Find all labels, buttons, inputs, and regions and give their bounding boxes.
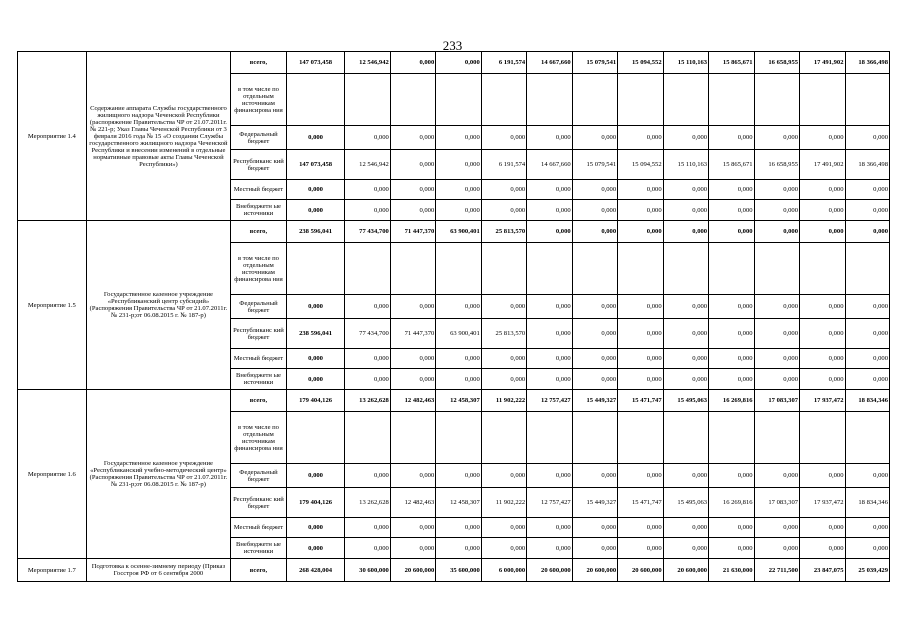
amount-total: 238 596,041 bbox=[286, 221, 345, 243]
year-value: 63 900,401 bbox=[436, 319, 481, 349]
source-label: Внебюджетн ые источники bbox=[231, 538, 287, 559]
year-value: 0,000 bbox=[754, 221, 799, 243]
year-value: 0,000 bbox=[845, 126, 890, 150]
year-value: 0,000 bbox=[481, 538, 526, 559]
year-value: 15 449,327 bbox=[572, 488, 617, 518]
year-value: 0,000 bbox=[481, 464, 526, 488]
source-label: Местный бюджет bbox=[231, 349, 287, 369]
source-label: Федеральный бюджет bbox=[231, 295, 287, 319]
year-value: 0,000 bbox=[572, 349, 617, 369]
budget-table bbox=[17, 51, 890, 582]
year-value: 15 079,541 bbox=[572, 52, 617, 74]
empty-cell bbox=[527, 243, 572, 295]
year-value: 0,000 bbox=[754, 200, 799, 221]
year-value: 0,000 bbox=[663, 180, 708, 200]
year-value: 0,000 bbox=[481, 349, 526, 369]
amount-total: 0,000 bbox=[286, 464, 345, 488]
year-value: 17 491,902 bbox=[800, 52, 845, 74]
year-value: 0,000 bbox=[663, 221, 708, 243]
year-value: 12 458,307 bbox=[436, 390, 481, 412]
year-value: 0,000 bbox=[481, 295, 526, 319]
event-description: Содержание аппарата Службы государственного жилищного надзора Чеченской Республики (распоряжение Правительства ЧР от 21.07.2011г. № 221-р; Указ Главы Чеченской Республики от 3 февраля 2016 года № 15 «О создании Службы государственного жилищного надзора Чеченской Республики и внесении изменений в отдельные нормативные правовые акты Главы Чеченской Республики») bbox=[86, 52, 230, 221]
source-label: всего, bbox=[231, 52, 287, 74]
year-value: 0,000 bbox=[527, 538, 572, 559]
year-value: 15 094,552 bbox=[618, 150, 663, 180]
amount-total: 0,000 bbox=[286, 518, 345, 538]
year-value: 0,000 bbox=[709, 349, 754, 369]
year-value: 0,000 bbox=[618, 538, 663, 559]
year-value: 0,000 bbox=[527, 464, 572, 488]
year-value: 0,000 bbox=[527, 126, 572, 150]
amount-total: 238 596,041 bbox=[286, 319, 345, 349]
year-value: 17 491,902 bbox=[800, 150, 845, 180]
year-value: 0,000 bbox=[527, 200, 572, 221]
empty-cell bbox=[390, 74, 435, 126]
year-value: 0,000 bbox=[345, 464, 390, 488]
year-value: 0,000 bbox=[618, 200, 663, 221]
source-label: всего, bbox=[231, 221, 287, 243]
year-value: 17 083,307 bbox=[754, 488, 799, 518]
year-value: 16 269,816 bbox=[709, 390, 754, 412]
year-value: 0,000 bbox=[663, 349, 708, 369]
year-value: 0,000 bbox=[800, 180, 845, 200]
year-value: 25 813,570 bbox=[481, 319, 526, 349]
year-value: 13 262,628 bbox=[345, 390, 390, 412]
year-value: 20 600,000 bbox=[618, 559, 663, 582]
year-value: 0,000 bbox=[390, 349, 435, 369]
year-value: 71 447,370 bbox=[390, 319, 435, 349]
empty-cell bbox=[709, 412, 754, 464]
year-value: 0,000 bbox=[709, 221, 754, 243]
year-value: 0,000 bbox=[845, 518, 890, 538]
year-value: 25 813,570 bbox=[481, 221, 526, 243]
empty-cell bbox=[481, 412, 526, 464]
year-value: 0,000 bbox=[481, 369, 526, 390]
empty-cell bbox=[618, 412, 663, 464]
year-value: 6 191,574 bbox=[481, 150, 526, 180]
empty-cell bbox=[345, 243, 390, 295]
year-value: 20 600,000 bbox=[390, 559, 435, 582]
year-value: 0,000 bbox=[527, 319, 572, 349]
year-value: 0,000 bbox=[663, 464, 708, 488]
total-row bbox=[18, 221, 890, 243]
year-value: 13 262,628 bbox=[345, 488, 390, 518]
year-value: 0,000 bbox=[390, 518, 435, 538]
year-value: 0,000 bbox=[618, 295, 663, 319]
year-value: 0,000 bbox=[845, 538, 890, 559]
year-value: 0,000 bbox=[754, 349, 799, 369]
amount-total: 0,000 bbox=[286, 180, 345, 200]
page-number: 233 bbox=[442, 38, 463, 53]
year-value: 0,000 bbox=[481, 180, 526, 200]
year-value: 0,000 bbox=[800, 349, 845, 369]
year-value: 0,000 bbox=[800, 221, 845, 243]
year-value: 0,000 bbox=[481, 126, 526, 150]
year-value: 0,000 bbox=[618, 518, 663, 538]
year-value: 0,000 bbox=[709, 295, 754, 319]
year-value: 0,000 bbox=[709, 464, 754, 488]
amount-total: 268 428,004 bbox=[286, 559, 345, 582]
empty-cell bbox=[390, 412, 435, 464]
amount-total: 0,000 bbox=[286, 295, 345, 319]
year-value: 0,000 bbox=[527, 295, 572, 319]
year-value: 0,000 bbox=[618, 221, 663, 243]
source-label: в том числе по отдельным источникам финансирова ния bbox=[231, 412, 287, 464]
year-value: 0,000 bbox=[618, 349, 663, 369]
year-value: 14 667,660 bbox=[527, 150, 572, 180]
source-label: Местный бюджет bbox=[231, 180, 287, 200]
year-value: 0,000 bbox=[618, 126, 663, 150]
year-value: 15 495,063 bbox=[663, 390, 708, 412]
year-value: 0,000 bbox=[845, 221, 890, 243]
year-value: 0,000 bbox=[572, 221, 617, 243]
empty-cell bbox=[800, 412, 845, 464]
year-value: 0,000 bbox=[390, 52, 435, 74]
year-value: 0,000 bbox=[845, 180, 890, 200]
year-value: 0,000 bbox=[527, 221, 572, 243]
year-value: 17 083,307 bbox=[754, 390, 799, 412]
year-value: 11 902,222 bbox=[481, 488, 526, 518]
year-value: 35 600,000 bbox=[436, 559, 481, 582]
year-value: 0,000 bbox=[572, 518, 617, 538]
amount-total: 179 404,126 bbox=[286, 488, 345, 518]
year-value: 0,000 bbox=[345, 349, 390, 369]
year-value: 0,000 bbox=[800, 369, 845, 390]
amount-total: 147 073,458 bbox=[286, 52, 345, 74]
event-description: Подготовка к осенне-зимнему периоду (Приказ Госстроя РФ от 6 сентября 2000 bbox=[86, 559, 230, 582]
year-value: 12 546,942 bbox=[345, 150, 390, 180]
year-value: 0,000 bbox=[572, 319, 617, 349]
year-value: 0,000 bbox=[436, 538, 481, 559]
year-value: 0,000 bbox=[709, 319, 754, 349]
year-value: 16 269,816 bbox=[709, 488, 754, 518]
year-value: 0,000 bbox=[436, 464, 481, 488]
empty-cell bbox=[527, 412, 572, 464]
year-value: 0,000 bbox=[800, 319, 845, 349]
year-value: 21 630,000 bbox=[709, 559, 754, 582]
year-value: 0,000 bbox=[572, 180, 617, 200]
year-value: 0,000 bbox=[709, 126, 754, 150]
year-value: 0,000 bbox=[845, 369, 890, 390]
year-value: 0,000 bbox=[618, 464, 663, 488]
empty-cell bbox=[286, 412, 345, 464]
year-value: 0,000 bbox=[390, 464, 435, 488]
year-value: 0,000 bbox=[709, 369, 754, 390]
year-value: 0,000 bbox=[572, 538, 617, 559]
year-value: 0,000 bbox=[845, 319, 890, 349]
empty-cell bbox=[618, 243, 663, 295]
year-value: 12 458,307 bbox=[436, 488, 481, 518]
source-label: Внебюджетн ые источники bbox=[231, 369, 287, 390]
year-value: 12 482,463 bbox=[390, 488, 435, 518]
year-value: 0,000 bbox=[436, 150, 481, 180]
year-value: 0,000 bbox=[618, 369, 663, 390]
year-value: 0,000 bbox=[481, 200, 526, 221]
empty-cell bbox=[527, 74, 572, 126]
year-value: 0,000 bbox=[345, 126, 390, 150]
year-value: 0,000 bbox=[845, 464, 890, 488]
year-value: 0,000 bbox=[709, 538, 754, 559]
empty-cell bbox=[663, 243, 708, 295]
year-value: 25 039,429 bbox=[845, 559, 890, 582]
year-value: 12 757,427 bbox=[527, 488, 572, 518]
year-value: 0,000 bbox=[618, 180, 663, 200]
year-value: 12 546,942 bbox=[345, 52, 390, 74]
empty-cell bbox=[754, 74, 799, 126]
year-value: 0,000 bbox=[390, 150, 435, 180]
empty-cell bbox=[286, 243, 345, 295]
year-value: 0,000 bbox=[663, 369, 708, 390]
year-value: 0,000 bbox=[663, 319, 708, 349]
year-value: 18 366,498 bbox=[845, 52, 890, 74]
year-value: 0,000 bbox=[845, 295, 890, 319]
event-label: Мероприятие 1.6 bbox=[18, 390, 87, 559]
year-value: 0,000 bbox=[572, 464, 617, 488]
year-value: 15 495,063 bbox=[663, 488, 708, 518]
amount-total: 0,000 bbox=[286, 200, 345, 221]
empty-cell bbox=[845, 243, 890, 295]
year-value: 11 902,222 bbox=[481, 390, 526, 412]
year-value: 77 434,700 bbox=[345, 221, 390, 243]
year-value: 0,000 bbox=[527, 349, 572, 369]
year-value: 0,000 bbox=[572, 369, 617, 390]
year-value: 0,000 bbox=[754, 538, 799, 559]
year-value: 0,000 bbox=[663, 518, 708, 538]
year-value: 15 110,163 bbox=[663, 52, 708, 74]
year-value: 0,000 bbox=[754, 518, 799, 538]
year-value: 0,000 bbox=[345, 518, 390, 538]
year-value: 20 600,000 bbox=[663, 559, 708, 582]
year-value: 30 600,000 bbox=[345, 559, 390, 582]
year-value: 0,000 bbox=[663, 200, 708, 221]
year-value: 0,000 bbox=[345, 295, 390, 319]
year-value: 0,000 bbox=[709, 518, 754, 538]
amount-total: 0,000 bbox=[286, 126, 345, 150]
empty-cell bbox=[436, 412, 481, 464]
empty-cell bbox=[663, 412, 708, 464]
total-row bbox=[18, 559, 890, 582]
source-label: Местный бюджет bbox=[231, 518, 287, 538]
amount-total: 0,000 bbox=[286, 349, 345, 369]
year-value: 15 865,671 bbox=[709, 52, 754, 74]
year-value: 0,000 bbox=[845, 349, 890, 369]
year-value: 0,000 bbox=[436, 52, 481, 74]
year-value: 0,000 bbox=[800, 538, 845, 559]
empty-cell bbox=[572, 412, 617, 464]
year-value: 6 191,574 bbox=[481, 52, 526, 74]
year-value: 0,000 bbox=[390, 180, 435, 200]
year-value: 63 900,401 bbox=[436, 221, 481, 243]
year-value: 0,000 bbox=[527, 180, 572, 200]
year-value: 17 937,472 bbox=[800, 488, 845, 518]
year-value: 0,000 bbox=[390, 538, 435, 559]
source-label: в том числе по отдельным источникам финансирова ния bbox=[231, 74, 287, 126]
year-value: 18 834,346 bbox=[845, 488, 890, 518]
empty-cell bbox=[754, 243, 799, 295]
source-label: Федеральный бюджет bbox=[231, 464, 287, 488]
year-value: 0,000 bbox=[572, 295, 617, 319]
year-value: 0,000 bbox=[754, 319, 799, 349]
empty-cell bbox=[345, 412, 390, 464]
year-value: 0,000 bbox=[527, 369, 572, 390]
source-label: Федеральный бюджет bbox=[231, 126, 287, 150]
amount-total: 0,000 bbox=[286, 369, 345, 390]
year-value: 18 366,498 bbox=[845, 150, 890, 180]
year-value: 16 658,955 bbox=[754, 150, 799, 180]
year-value: 14 667,660 bbox=[527, 52, 572, 74]
empty-cell bbox=[618, 74, 663, 126]
year-value: 0,000 bbox=[663, 295, 708, 319]
year-value: 0,000 bbox=[663, 126, 708, 150]
year-value: 15 471,747 bbox=[618, 390, 663, 412]
year-value: 0,000 bbox=[436, 126, 481, 150]
empty-cell bbox=[436, 74, 481, 126]
year-value: 0,000 bbox=[481, 518, 526, 538]
year-value: 0,000 bbox=[390, 369, 435, 390]
year-value: 0,000 bbox=[800, 126, 845, 150]
empty-cell bbox=[286, 74, 345, 126]
source-label: всего, bbox=[231, 390, 287, 412]
year-value: 0,000 bbox=[618, 319, 663, 349]
year-value: 17 937,472 bbox=[800, 390, 845, 412]
year-value: 0,000 bbox=[390, 200, 435, 221]
year-value: 0,000 bbox=[709, 180, 754, 200]
year-value: 6 000,000 bbox=[481, 559, 526, 582]
year-value: 15 079,541 bbox=[572, 150, 617, 180]
year-value: 0,000 bbox=[572, 200, 617, 221]
year-value: 15 471,747 bbox=[618, 488, 663, 518]
empty-cell bbox=[390, 243, 435, 295]
empty-cell bbox=[572, 243, 617, 295]
year-value: 0,000 bbox=[754, 126, 799, 150]
empty-cell bbox=[481, 243, 526, 295]
year-value: 0,000 bbox=[754, 180, 799, 200]
year-value: 15 865,671 bbox=[709, 150, 754, 180]
year-value: 0,000 bbox=[436, 295, 481, 319]
year-value: 77 434,700 bbox=[345, 319, 390, 349]
source-label: Республиканс кий бюджет bbox=[231, 150, 287, 180]
source-label: в том числе по отдельным источникам финансирова ния bbox=[231, 243, 287, 295]
year-value: 23 847,075 bbox=[800, 559, 845, 582]
year-value: 0,000 bbox=[345, 538, 390, 559]
amount-total: 179 404,126 bbox=[286, 390, 345, 412]
event-description: Государственное казенное учреждение «Республиканский центр субсидий» (Распоряжения Правительства ЧР от 21.07.2011г. № 231-р;от 06.08.2015 г. № 187-р) bbox=[86, 221, 230, 390]
event-description: Государственное казенное учреждение «Республиканский учебно-методический центр» (Распоряжения Правительства ЧР от 21.07.2011г. № 231-р;от 06.08.2015 г. № 187-р) bbox=[86, 390, 230, 559]
total-row bbox=[18, 52, 890, 74]
year-value: 0,000 bbox=[754, 295, 799, 319]
event-label: Мероприятие 1.4 bbox=[18, 52, 87, 221]
year-value: 0,000 bbox=[345, 369, 390, 390]
year-value: 0,000 bbox=[527, 518, 572, 538]
amount-total: 147 073,458 bbox=[286, 150, 345, 180]
empty-cell bbox=[800, 243, 845, 295]
event-label: Мероприятие 1.7 bbox=[18, 559, 87, 582]
source-label: Республиканс кий бюджет bbox=[231, 488, 287, 518]
source-label: Внебюджетн ые источники bbox=[231, 200, 287, 221]
year-value: 71 447,370 bbox=[390, 221, 435, 243]
total-row bbox=[18, 390, 890, 412]
year-value: 0,000 bbox=[345, 200, 390, 221]
year-value: 0,000 bbox=[436, 369, 481, 390]
year-value: 0,000 bbox=[390, 295, 435, 319]
year-value: 0,000 bbox=[436, 180, 481, 200]
empty-cell bbox=[572, 74, 617, 126]
empty-cell bbox=[709, 74, 754, 126]
year-value: 20 600,000 bbox=[572, 559, 617, 582]
empty-cell bbox=[845, 74, 890, 126]
source-label: Республиканс кий бюджет bbox=[231, 319, 287, 349]
year-value: 0,000 bbox=[800, 518, 845, 538]
empty-cell bbox=[845, 412, 890, 464]
year-value: 12 757,427 bbox=[527, 390, 572, 412]
budget-table-body bbox=[18, 52, 890, 582]
empty-cell bbox=[481, 74, 526, 126]
year-value: 0,000 bbox=[572, 126, 617, 150]
amount-total: 0,000 bbox=[286, 538, 345, 559]
year-value: 0,000 bbox=[436, 200, 481, 221]
year-value: 22 711,500 bbox=[754, 559, 799, 582]
year-value: 15 094,552 bbox=[618, 52, 663, 74]
empty-cell bbox=[663, 74, 708, 126]
year-value: 0,000 bbox=[436, 518, 481, 538]
year-value: 0,000 bbox=[390, 126, 435, 150]
source-label: всего, bbox=[231, 559, 287, 582]
year-value: 0,000 bbox=[663, 538, 708, 559]
year-value: 0,000 bbox=[845, 200, 890, 221]
year-value: 0,000 bbox=[800, 200, 845, 221]
year-value: 0,000 bbox=[709, 200, 754, 221]
year-value: 15 449,327 bbox=[572, 390, 617, 412]
empty-cell bbox=[345, 74, 390, 126]
empty-cell bbox=[754, 412, 799, 464]
year-value: 0,000 bbox=[754, 464, 799, 488]
year-value: 0,000 bbox=[436, 349, 481, 369]
empty-cell bbox=[436, 243, 481, 295]
year-value: 15 110,163 bbox=[663, 150, 708, 180]
year-value: 12 482,463 bbox=[390, 390, 435, 412]
empty-cell bbox=[800, 74, 845, 126]
year-value: 0,000 bbox=[345, 180, 390, 200]
year-value: 0,000 bbox=[800, 295, 845, 319]
year-value: 0,000 bbox=[754, 369, 799, 390]
year-value: 16 658,955 bbox=[754, 52, 799, 74]
year-value: 20 600,000 bbox=[527, 559, 572, 582]
event-label: Мероприятие 1.5 bbox=[18, 221, 87, 390]
year-value: 18 834,346 bbox=[845, 390, 890, 412]
year-value: 0,000 bbox=[800, 464, 845, 488]
empty-cell bbox=[709, 243, 754, 295]
